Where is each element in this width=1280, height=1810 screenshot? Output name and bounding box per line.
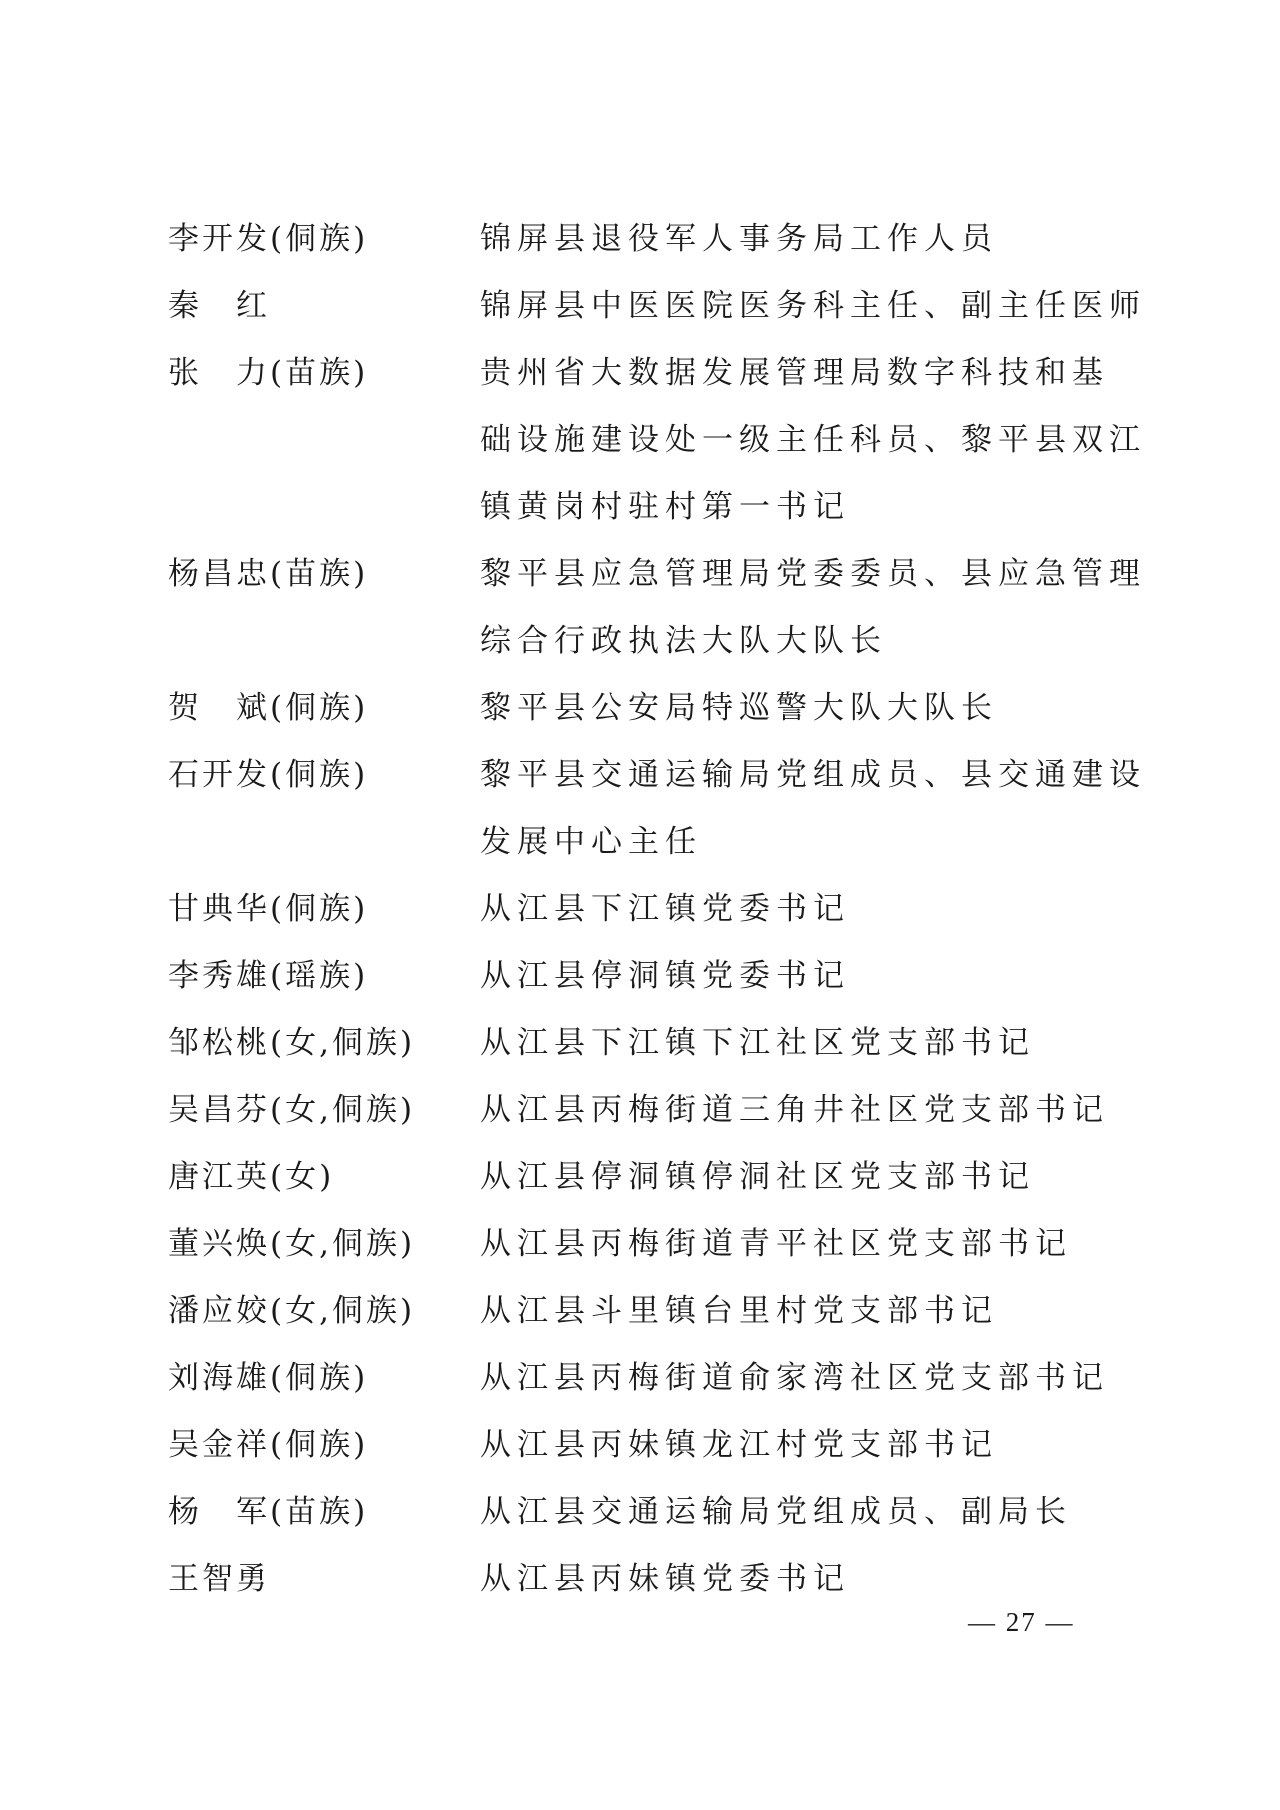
roster-row <box>168 340 1146 541</box>
honoree-name: 潘应姣(女,侗族) <box>168 1293 416 1329</box>
honoree-position <box>480 876 1128 943</box>
roster-row <box>168 1479 1128 1546</box>
position-line: 锦屏县退役军人事务局工作人员 <box>480 221 998 257</box>
honoree-position <box>480 273 1146 340</box>
position-line: 黎平县公安局特巡警大队大队长 <box>480 690 998 726</box>
honoree-position <box>480 675 1128 742</box>
position-line: 从江县丙妹镇龙江村党支部书记 <box>480 1427 998 1463</box>
roster-row <box>168 541 1146 675</box>
honoree-position <box>480 541 1146 675</box>
page-number: — 27 — <box>968 1607 1075 1637</box>
roster-row <box>168 943 1128 1010</box>
honoree-position <box>480 1345 1128 1412</box>
honoree-name: 张 力(苗族) <box>168 355 369 391</box>
honoree-position <box>480 206 1128 273</box>
honoree-position <box>480 1077 1128 1144</box>
roster-row <box>168 742 1146 876</box>
roster-row <box>168 1144 1128 1211</box>
roster-row <box>168 1412 1128 1479</box>
honoree-position <box>480 1479 1128 1546</box>
honoree-position <box>480 1010 1128 1077</box>
honoree-name: 吴昌芬(女,侗族) <box>168 1092 416 1128</box>
honoree-name: 甘典华(侗族) <box>168 891 369 927</box>
position-line: 贵州省大数据发展管理局数字科技和基 <box>480 355 1109 391</box>
honoree-name: 吴金祥(侗族) <box>168 1427 369 1463</box>
position-line: 础设施建设处一级主任科员、黎平县双江 <box>480 422 1146 458</box>
position-line: 从江县丙梅街道俞家湾社区党支部书记 <box>480 1360 1109 1396</box>
position-line: 从江县丙妹镇党委书记 <box>480 1561 850 1597</box>
honoree-name: 王智勇 <box>168 1561 270 1597</box>
roster-row <box>168 1077 1128 1144</box>
roster-row <box>168 675 1128 742</box>
honoree-list <box>168 206 1146 1613</box>
honoree-position <box>480 742 1146 876</box>
honoree-name: 石开发(侗族) <box>168 757 369 793</box>
honoree-name: 杨 军(苗族) <box>168 1494 369 1530</box>
position-line: 从江县丙梅街道三角井社区党支部书记 <box>480 1092 1109 1128</box>
position-line: 镇黄岗村驻村第一书记 <box>480 489 850 525</box>
honoree-name: 杨昌忠(苗族) <box>168 556 369 592</box>
roster-row <box>168 1211 1128 1278</box>
honoree-name: 刘海雄(侗族) <box>168 1360 369 1396</box>
honoree-name: 邹松桃(女,侗族) <box>168 1025 416 1061</box>
honoree-position <box>480 1412 1128 1479</box>
honoree-position <box>480 1144 1128 1211</box>
honoree-name: 唐江英(女) <box>168 1159 335 1195</box>
position-line: 锦屏县中医医院医务科主任、副主任医师 <box>480 288 1146 324</box>
position-line: 从江县丙梅街道青平社区党支部书记 <box>480 1226 1072 1262</box>
position-line: 从江县停洞镇党委书记 <box>480 958 850 994</box>
honoree-position <box>480 943 1128 1010</box>
honoree-position <box>480 340 1146 541</box>
roster-row <box>168 1278 1128 1345</box>
roster-row <box>168 876 1128 943</box>
position-line: 从江县停洞镇停洞社区党支部书记 <box>480 1159 1035 1195</box>
position-line: 黎平县应急管理局党委委员、县应急管理 <box>480 556 1146 592</box>
position-line: 从江县下江镇党委书记 <box>480 891 850 927</box>
honoree-position <box>480 1278 1128 1345</box>
position-line: 从江县交通运输局党组成员、副局长 <box>480 1494 1072 1530</box>
position-line: 发展中心主任 <box>480 824 702 860</box>
position-line: 综合行政执法大队大队长 <box>480 623 887 659</box>
honoree-name: 贺 斌(侗族) <box>168 690 369 726</box>
roster-row <box>168 1010 1128 1077</box>
roster-row <box>168 206 1128 273</box>
roster-row <box>168 1345 1128 1412</box>
honoree-name: 李秀雄(瑶族) <box>168 958 369 994</box>
position-line: 黎平县交通运输局党组成员、县交通建设 <box>480 757 1146 793</box>
honoree-position <box>480 1211 1128 1278</box>
roster-row <box>168 273 1146 340</box>
position-line: 从江县斗里镇台里村党支部书记 <box>480 1293 998 1329</box>
honoree-name: 董兴焕(女,侗族) <box>168 1226 416 1262</box>
position-line: 从江县下江镇下江社区党支部书记 <box>480 1025 1035 1061</box>
honoree-name: 秦 红 <box>168 288 270 324</box>
honoree-name: 李开发(侗族) <box>168 221 369 257</box>
